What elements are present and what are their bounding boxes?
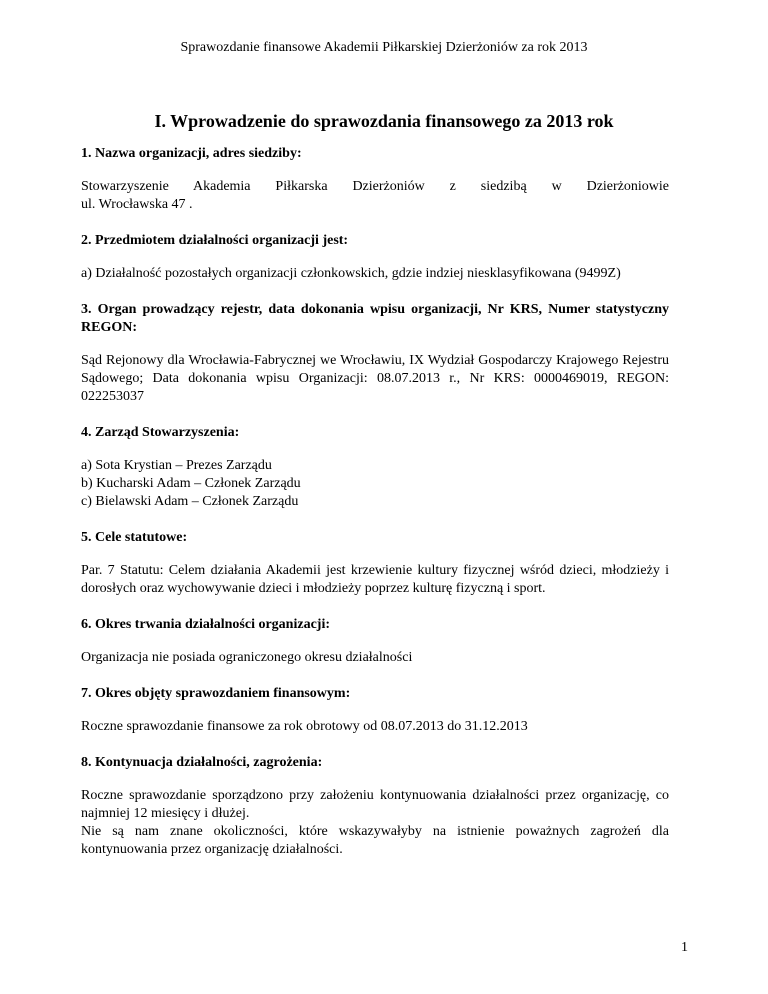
section-activity-subject (81, 232, 669, 283)
section-heading: 4. Zarząd Stowarzyszenia: (81, 425, 240, 440)
organization-address-line: ul. Wrocławska 47 . (81, 197, 193, 212)
section-statutory-goals (81, 529, 669, 598)
section-body: Par. 7 Statutu: Celem działania Akademii jest krzewienie kultury fizycznej wśród dzieci, młodzieży i dorosłych oraz wychowywanie dzieci i młodzieży poprzez kulturę fizyczną i sport. (81, 563, 669, 596)
section-going-concern (81, 754, 669, 859)
paragraph: Nie są nam znane okoliczności, które wskazywałyby na istnienie poważnych zagrożeń dla kontynuowania przez organizację działalności. (81, 824, 669, 857)
section-heading: 6. Okres trwania działalności organizacji: (81, 617, 330, 632)
section-heading: 5. Cele statutowe: (81, 530, 188, 545)
document-body (81, 145, 669, 877)
section-registry-info (81, 301, 669, 406)
section-heading: 7. Okres objęty sprawozdaniem finansowym: (81, 686, 351, 701)
board-member-list (81, 457, 669, 511)
section-body: Organizacja nie posiada ograniczonego okresu działalności (81, 650, 413, 665)
section-heading: 8. Kontynuacja działalności, zagrożenia: (81, 755, 323, 770)
running-header: Sprawozdanie finansowe Akademii Piłkarskiej Dzierżoniów za rok 2013 (180, 40, 588, 55)
section-board (81, 424, 669, 511)
list-item: b) Kucharski Adam – Członek Zarządu (81, 476, 301, 491)
section-body (81, 178, 669, 214)
section-heading: 1. Nazwa organizacji, adres siedziby: (81, 146, 302, 161)
section-body (81, 787, 669, 859)
section-heading: 2. Przedmiotem działalności organizacji jest: (81, 233, 349, 248)
list-item: c) Bielawski Adam – Członek Zarządu (81, 494, 299, 509)
section-heading: 3. Organ prowadzący rejestr, data dokonania wpisu organizacji, Nr KRS, Numer statystyczny REGON: (81, 302, 669, 335)
section-reporting-period (81, 685, 669, 736)
section-duration (81, 616, 669, 667)
organization-name-line: Stowarzyszenie Akademia Piłkarska Dzierżoniów z siedzibą w Dzierżoniowie (81, 179, 669, 194)
section-body: Sąd Rejonowy dla Wrocławia-Fabrycznej we Wrocławiu, IX Wydział Gospodarczy Krajowego Rejestru Sądowego; Data dokonania wpisu Organizacji: 08.07.2013 r., Nr KRS: 0000469019, REGON: 022253037 (81, 353, 669, 404)
paragraph: Roczne sprawozdanie sporządzono przy założeniu kontynuowania działalności przez organizację, co najmniej 12 miesięcy i dłużej. (81, 788, 669, 821)
page-number: 1 (681, 940, 688, 955)
document-title: I. Wprowadzenie do sprawozdania finansowego za 2013 rok (154, 111, 614, 131)
section-organization-name (81, 145, 669, 214)
section-body: a) Działalność pozostałych organizacji członkowskich, gdzie indziej niesklasyfikowana (9499Z) (81, 266, 621, 281)
list-item: a) Sota Krystian – Prezes Zarządu (81, 458, 272, 473)
section-body: Roczne sprawozdanie finansowe za rok obrotowy od 08.07.2013 do 31.12.2013 (81, 719, 528, 734)
